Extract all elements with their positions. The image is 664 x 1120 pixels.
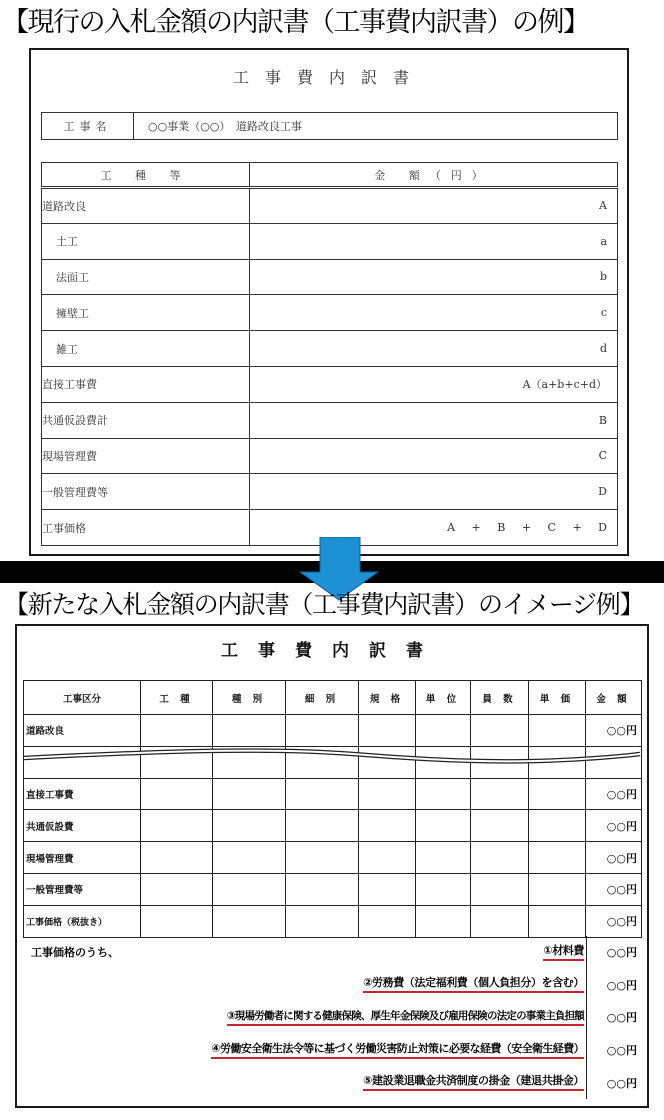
current-example-heading: 【現行の入札金額の内訳書（工事費内訳書）の例】 bbox=[2, 7, 589, 38]
row-amount: A + B + C + D bbox=[250, 510, 618, 546]
row-category: 一般管理費等 bbox=[24, 873, 141, 905]
breakdown-label: ④労働安全衛生法令等に基づく労働災害防止対策に必要な経費（安全衛生経費） bbox=[211, 1042, 584, 1059]
row-amount: A（a+b+c+d） bbox=[250, 366, 618, 402]
breakdown-label: ③現場労働者に関する健康保険、厚生年金保険及び雇用保険の法定の事業主負担額 bbox=[227, 1009, 584, 1026]
new-statement-title: 工事費内訳書 bbox=[221, 641, 443, 661]
row-amount: a bbox=[250, 223, 618, 259]
header-spec: 規 格 bbox=[359, 681, 416, 715]
header-unit: 単 位 bbox=[416, 681, 471, 715]
header-detail: 細 別 bbox=[286, 681, 359, 715]
new-cost-table bbox=[23, 680, 642, 938]
table-row bbox=[24, 810, 642, 842]
breakdown-row bbox=[23, 1001, 641, 1034]
table-row bbox=[42, 188, 618, 224]
current-cost-table bbox=[41, 162, 618, 546]
row-item: 直接工事費 bbox=[42, 366, 250, 402]
row-item: 雑工 bbox=[42, 331, 250, 367]
breakdown-amount: ○○円 bbox=[606, 978, 637, 992]
breakdown-label: ①材料費 bbox=[543, 944, 584, 961]
row-category: 工事価格（税抜き） bbox=[24, 905, 141, 937]
header-kind: 種 別 bbox=[213, 681, 286, 715]
table-row bbox=[42, 438, 618, 474]
row-amount: ○○円 bbox=[586, 715, 642, 747]
header-work-category: 工事区分 bbox=[24, 681, 141, 715]
row-amount: A bbox=[250, 188, 618, 224]
breakdown-amount: ○○円 bbox=[606, 946, 637, 960]
row-amount: ○○円 bbox=[586, 873, 642, 905]
table-row-omitted bbox=[24, 746, 642, 778]
row-item: 擁壁工 bbox=[42, 295, 250, 331]
table-row bbox=[24, 715, 642, 747]
cost-breakdown bbox=[23, 936, 641, 1099]
breakdown-row bbox=[23, 969, 641, 1002]
row-category: 直接工事費 bbox=[24, 778, 141, 810]
breakdown-row bbox=[23, 936, 641, 969]
row-item: 道路改良 bbox=[42, 188, 250, 224]
row-amount: b bbox=[250, 259, 618, 295]
row-amount: ○○円 bbox=[586, 842, 642, 874]
row-item: 共通仮設費計 bbox=[42, 402, 250, 438]
table-row bbox=[42, 402, 618, 438]
row-item: 法面工 bbox=[42, 259, 250, 295]
table-row bbox=[42, 223, 618, 259]
new-example-heading: 【新たな入札金額の内訳書（工事費内訳書）のイメージ例】 bbox=[4, 590, 644, 619]
row-item: 一般管理費等 bbox=[42, 474, 250, 510]
table-row bbox=[42, 331, 618, 367]
table-row bbox=[24, 873, 642, 905]
row-category: 現場管理費 bbox=[24, 842, 141, 874]
header-work-type: 工 種 等 bbox=[42, 163, 250, 188]
row-amount: B bbox=[250, 402, 618, 438]
row-amount: ○○円 bbox=[586, 905, 642, 937]
row-category: 道路改良 bbox=[24, 715, 141, 747]
table-row bbox=[42, 366, 618, 402]
row-item: 現場管理費 bbox=[42, 438, 250, 474]
breakdown-row bbox=[23, 1034, 641, 1067]
breakdown-amount: ○○円 bbox=[606, 1044, 637, 1058]
current-statement-title: 工事費内訳書 bbox=[232, 68, 425, 87]
row-amount: d bbox=[250, 331, 618, 367]
breakdown-label: ②労務費（法定福利費（個人負担分）を含む） bbox=[363, 976, 584, 993]
project-name-box bbox=[41, 112, 618, 140]
row-amount: ○○円 bbox=[586, 778, 642, 810]
table-row bbox=[24, 905, 642, 937]
header-amount: 金 額 bbox=[586, 681, 642, 715]
new-cost-statement bbox=[15, 624, 649, 1108]
header-unit-price: 単 価 bbox=[529, 681, 586, 715]
current-cost-statement bbox=[29, 48, 629, 556]
header-amount: 金 額（円） bbox=[250, 163, 618, 188]
row-item: 土工 bbox=[42, 223, 250, 259]
breakdown-amount: ○○円 bbox=[606, 1076, 637, 1090]
row-amount: c bbox=[250, 295, 618, 331]
table-row bbox=[42, 259, 618, 295]
breakdown-label: ⑤建設業退職金共済制度の掛金（建退共掛金） bbox=[363, 1074, 584, 1091]
breakdown-amount: ○○円 bbox=[606, 1011, 637, 1025]
row-amount: ○○円 bbox=[586, 810, 642, 842]
table-row bbox=[24, 842, 642, 874]
project-name-label: 工事名 bbox=[42, 113, 134, 139]
row-category: 共通仮設費 bbox=[24, 810, 141, 842]
header-work-type: 工 種 bbox=[141, 681, 213, 715]
row-item: 工事価格 bbox=[42, 510, 250, 546]
project-name-value: ○○事業（○○） 道路改良工事 bbox=[148, 120, 302, 133]
row-amount: D bbox=[250, 474, 618, 510]
row-amount: C bbox=[250, 438, 618, 474]
table-row bbox=[42, 474, 618, 510]
breakdown-row bbox=[23, 1066, 641, 1099]
header-quantity: 員 数 bbox=[471, 681, 529, 715]
table-row bbox=[24, 778, 642, 810]
breakdown-lead: 工事価格のうち、 bbox=[31, 946, 119, 960]
table-row bbox=[42, 295, 618, 331]
